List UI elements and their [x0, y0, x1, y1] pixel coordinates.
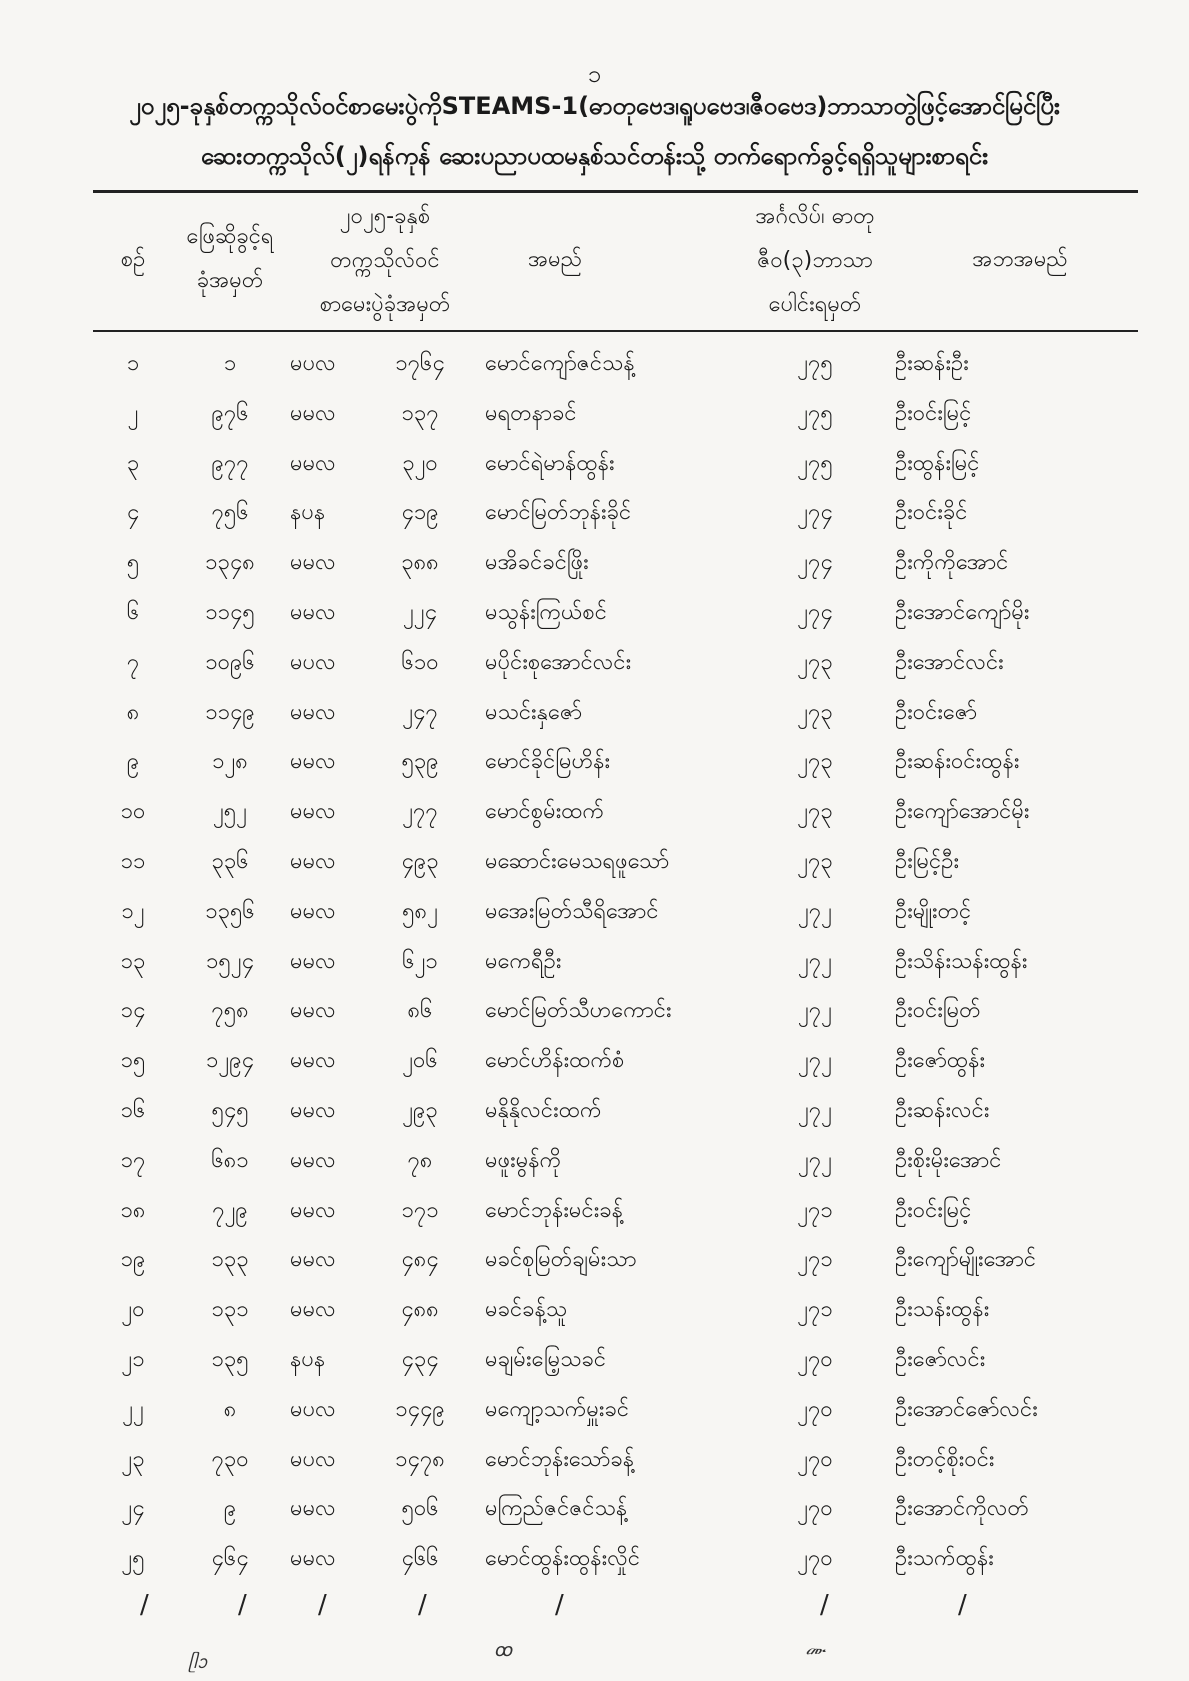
cell-father: ဦးအောင်ဇော်လင်း [895, 1396, 1038, 1422]
footer-slash-mark: / [555, 1590, 564, 1620]
cell-marks: ၂၇၂ [798, 1098, 832, 1123]
table-top-rule [93, 190, 1138, 193]
cell-marks: ၂၇၃ [797, 849, 833, 874]
cell-father: ဦးဆန်းလင်း [895, 1098, 990, 1123]
cell-reg-no: ၂၄၇ [402, 699, 438, 725]
table-row [0, 1187, 1189, 1235]
cell-reg-prefix: မမလ [290, 699, 336, 725]
cell-reg-no: ၂၉၃ [402, 1098, 438, 1123]
table-row [0, 1236, 1189, 1284]
cell-app: ၁၂၉၄ [206, 1048, 254, 1074]
cell-no: ၇ [126, 649, 140, 675]
header-total-marks: အင်္ဂလိပ်၊ ဓာတု ဇီဝ(၃)ဘာသာ ပေါင်းရမှတ် [755, 204, 875, 317]
cell-no: ၁၆ [120, 1098, 146, 1123]
cell-reg-no: ၁၃၇ [401, 400, 439, 426]
cell-app: ၁ [223, 351, 237, 376]
cell-reg-no: ၃၈၈ [401, 550, 439, 576]
cell-app: ၉၇၇ [211, 450, 249, 476]
cell-no: ၂၁ [121, 1347, 145, 1372]
cell-app: ၇၂၉ [212, 1197, 248, 1223]
cell-reg-prefix: မမလ [290, 400, 336, 426]
cell-no: ၁၁ [120, 849, 146, 874]
table-row [0, 1485, 1189, 1533]
cell-name: မသွန်းကြယ်စင် [485, 600, 607, 625]
table-row [0, 1087, 1189, 1135]
cell-father: ဦးဇော်လင်း [895, 1347, 986, 1372]
table-row [0, 788, 1189, 836]
table-row [0, 440, 1189, 488]
footer-slash-mark: / [318, 1590, 327, 1620]
footer-slash-mark: / [238, 1590, 247, 1620]
cell-reg-prefix: နပန [290, 500, 326, 526]
cell-name: မဆောင်းမေသရဖူသော် [485, 849, 670, 874]
cell-marks: ၂၇၃ [797, 749, 833, 775]
cell-marks: ၂၇၃ [797, 699, 833, 725]
cell-no: ၉ [126, 749, 140, 775]
cell-app: ၃၃၆ [211, 849, 249, 874]
table-row [0, 1386, 1189, 1434]
cell-marks: ၂၇၁ [797, 1297, 833, 1323]
cell-reg-prefix: မမလ [290, 1496, 336, 1522]
cell-reg-no: ၄၁၉ [401, 500, 439, 526]
cell-app: ၁၃၄၈ [205, 550, 255, 576]
cell-reg-prefix: နပန [290, 1347, 326, 1372]
cell-marks: ၂၇၀ [797, 1546, 833, 1572]
cell-marks: ၂၇၃ [797, 649, 833, 675]
cell-marks: ၂၇၂ [798, 1147, 832, 1173]
cell-no: ၄ [126, 500, 140, 526]
cell-name: မအေးမြတ်သီရိအောင် [485, 898, 659, 924]
cell-father: ဦးသန်းထွန်း [895, 1297, 990, 1323]
footer-slash-mark: / [418, 1590, 427, 1620]
cell-app: ၅၄၅ [211, 1098, 249, 1123]
cell-app: ၁၃၅၆ [205, 898, 255, 924]
table-row [0, 738, 1189, 786]
cell-name: မနိုနိုလင်းထက် [485, 1098, 602, 1123]
cell-no: ၁ [126, 351, 140, 376]
cell-reg-no: ၄၈၄ [401, 1247, 439, 1273]
cell-app: ၇၅၈ [211, 998, 249, 1024]
cell-app: ၆၈၁ [211, 1147, 249, 1173]
cell-father: ဦးထွန်းမြင့် [895, 450, 980, 476]
cell-name: မချမ်းမြေ့သခင် [485, 1347, 607, 1372]
cell-no: ၁၇ [120, 1147, 146, 1173]
page-number: ၁ [587, 60, 602, 88]
cell-reg-no: ၄၃၄ [401, 1347, 439, 1372]
cell-app: ၇၅၆ [211, 500, 249, 526]
cell-reg-prefix: မမလ [290, 550, 336, 576]
cell-reg-no: ၄၉၃ [401, 849, 439, 874]
cell-name: မကျော့သက်မှူးခင် [485, 1396, 630, 1422]
cell-reg-prefix: မမလ [290, 1297, 336, 1323]
header-father-name: အဘအမည် [972, 247, 1068, 272]
cell-marks: ၂၇၀ [797, 1396, 833, 1422]
cell-reg-prefix: မမလ [290, 799, 336, 825]
cell-father: ဦးဝင်းမြတ် [895, 998, 981, 1024]
cell-reg-prefix: မပလ [290, 649, 336, 675]
cell-marks: ၂၇၁ [797, 1247, 833, 1273]
cell-marks: ၂၇၀ [797, 1446, 833, 1472]
table-row [0, 539, 1189, 587]
cell-marks: ၂၇၂ [798, 1048, 832, 1074]
cell-app: ၁၅၂၄ [206, 948, 254, 974]
cell-reg-no: ၂၂၄ [403, 600, 437, 625]
signature: ᥫᩣ [188, 1652, 208, 1673]
cell-reg-prefix: မပလ [290, 1446, 336, 1472]
table-row [0, 1137, 1189, 1185]
table-row [0, 1436, 1189, 1484]
cell-name: မကေရီဦး [485, 948, 562, 974]
cell-reg-no: ၁၄၇၈ [395, 1446, 445, 1472]
cell-name: မအိခင်ခင်ဖြိုး [485, 550, 589, 576]
cell-app: ၉၇၆ [211, 400, 249, 426]
cell-app: ၈ [223, 1396, 237, 1422]
signature: ꝏ [495, 1640, 514, 1661]
cell-father: ဦးဆန်းဦး [895, 351, 969, 376]
cell-father: ဦးသက်ထွန်း [895, 1546, 994, 1572]
cell-no: ၆ [126, 600, 140, 625]
cell-father: ဦးဝင်းမြင့် [895, 400, 972, 426]
table-row [0, 489, 1189, 537]
cell-reg-prefix: မမလ [290, 1197, 336, 1223]
cell-reg-no: ၇၈ [407, 1147, 433, 1173]
header-app-seat-no: ဖြေဆိုခွင့်ရ ခုံအမှတ် [186, 224, 274, 293]
cell-reg-prefix: မမလ [290, 1546, 336, 1572]
cell-father: ဦးဝင်းဇော် [895, 699, 978, 725]
cell-father: ဦးမျိုးတင့် [895, 898, 972, 924]
cell-name: မောင်ခိုင်မြဟိန်း [485, 749, 611, 775]
cell-app: ၁၃၃ [211, 1247, 249, 1273]
cell-father: ဦးဝင်းခိုင် [895, 500, 968, 526]
cell-father: ဦးအောင်ကိုလတ် [895, 1496, 1029, 1522]
cell-marks: ၂၇၀ [797, 1496, 833, 1522]
cell-name: မောင်ဟိန်းထက်စံ [485, 1048, 625, 1074]
cell-marks: ၂၇၁ [797, 1197, 833, 1223]
cell-name: မရတနာခင် [485, 400, 577, 426]
cell-reg-no: ၆၂၁ [402, 948, 438, 974]
cell-father: ဦးဝင်းမြင့် [895, 1197, 972, 1223]
table-row [0, 938, 1189, 986]
cell-reg-no: ၂၀၆ [402, 1048, 438, 1074]
cell-reg-prefix: မပလ [290, 351, 336, 376]
cell-reg-prefix: မမလ [290, 849, 336, 874]
cell-father: ဦးဆန်းဝင်းထွန်း [895, 749, 1020, 775]
cell-name: မောင်ရဲမာန်ထွန်း [485, 450, 615, 476]
table-row [0, 390, 1189, 438]
table-row [0, 1336, 1189, 1384]
cell-no: ၂၃ [121, 1446, 145, 1472]
table-row [0, 1037, 1189, 1085]
footer-slash-mark: / [958, 1590, 967, 1620]
table-row [0, 639, 1189, 687]
cell-name: မသင်းနှဇော် [485, 699, 583, 725]
cell-reg-prefix: မမလ [290, 998, 336, 1024]
cell-marks: ၂၇၄ [797, 500, 833, 526]
cell-father: ဦးကိုကိုအောင် [895, 550, 1009, 576]
document-title-line-1: ၂၀၂၅-ခုနှစ်တက္ကသိုလ်ဝင်စာမေးပွဲကိုSTEAMS-1(ဓာတုဗေဒ၊ရူပဗေဒ၊ဇီဝဗေဒ)ဘာသာတွဲဖြင့်အောင်မြင်ပြီး [128, 92, 1060, 120]
cell-reg-no: ၅၀၆ [401, 1496, 439, 1522]
cell-father: ဦးအောင်ကျော်မိုး [895, 600, 1030, 625]
cell-reg-no: ၆၁၀ [401, 649, 439, 675]
cell-marks: ၂၇၃ [797, 799, 833, 825]
cell-app: ၇၃၀ [211, 1446, 249, 1472]
cell-reg-prefix: မမလ [290, 600, 336, 625]
cell-no: ၈ [126, 699, 140, 725]
cell-reg-prefix: မမလ [290, 1147, 336, 1173]
cell-reg-no: ၁၄၄၉ [395, 1396, 445, 1422]
cell-name: မခင်ခန့်သူ [485, 1297, 568, 1323]
cell-app: ၁၁၄၉ [205, 699, 255, 725]
cell-no: ၁၃ [120, 948, 146, 974]
table-row [0, 987, 1189, 1035]
cell-father: ဦးတင့်စိုးဝင်း [895, 1446, 995, 1472]
cell-app: ၂၅၂ [213, 799, 247, 825]
cell-marks: ၂၇၅ [797, 351, 833, 376]
cell-marks: ၂၇၂ [798, 998, 832, 1024]
cell-app: ၉ [223, 1496, 237, 1522]
cell-reg-no: ၄၈၈ [401, 1297, 439, 1323]
cell-name: မောင်ကျော်ဇင်သန့် [485, 351, 635, 376]
cell-marks: ၂၇၅ [797, 450, 833, 476]
cell-no: ၁၉ [120, 1247, 146, 1273]
cell-name: မောင်ဘုန်းသော်ခန့် [485, 1446, 635, 1472]
header-name: အမည် [527, 247, 583, 272]
cell-reg-no: ၁၇၁ [401, 1197, 439, 1223]
header-serial-no: စဉ် [120, 247, 146, 272]
cell-reg-prefix: မမလ [290, 749, 336, 775]
cell-reg-prefix: မမလ [290, 1048, 336, 1074]
signature: ሙ [805, 1640, 825, 1661]
cell-name: မခင်စုမြတ်ချမ်းသာ [485, 1247, 637, 1273]
cell-name: မောင်စွမ်းထက် [485, 799, 605, 825]
cell-marks: ၂၇၀ [797, 1347, 833, 1372]
cell-no: ၂၂ [122, 1396, 144, 1422]
cell-name: မပိုင်းစုအောင်လင်း [485, 649, 632, 675]
cell-father: ဦးအောင်လင်း [895, 649, 1004, 675]
cell-marks: ၂၇၅ [797, 400, 833, 426]
table-row [0, 1535, 1189, 1583]
cell-app: ၁၃၁ [211, 1297, 249, 1323]
cell-name: မောင်မြတ်သီဟကောင်း [485, 998, 672, 1024]
cell-name: မောင်မြတ်ဘုန်းခိုင် [485, 500, 632, 526]
cell-app: ၁၁၄၅ [205, 600, 255, 625]
cell-father: ဦးစိုးမိုးအောင် [895, 1147, 1002, 1173]
cell-reg-no: ၂၇၇ [402, 799, 438, 825]
cell-reg-prefix: မမလ [290, 450, 336, 476]
cell-no: ၂၀ [121, 1297, 145, 1323]
footer-slash-mark: / [140, 1590, 149, 1620]
cell-reg-no: ၃၂၀ [402, 450, 438, 476]
cell-reg-no: ၈၆ [407, 998, 433, 1024]
cell-reg-prefix: မမလ [290, 1247, 336, 1273]
document-title-line-2: ဆေးတက္ကသိုလ်(၂)ရန်ကုန် ဆေးပညာပထမနှစ်သင်တန်းသို့ တက်ရောက်ခွင့်ရရှိသူများစာရင်း [200, 142, 989, 170]
cell-app: ၁၂၈ [212, 749, 248, 775]
table-row [0, 1286, 1189, 1334]
cell-marks: ၂၇၂ [798, 898, 832, 924]
cell-father: ဦးကျော်မျိုးအောင် [895, 1247, 1037, 1273]
cell-no: ၁၀ [120, 799, 146, 825]
cell-app: ၁၀၉၆ [205, 649, 255, 675]
table-row [0, 838, 1189, 886]
cell-reg-prefix: မပလ [290, 1396, 336, 1422]
cell-father: ဦးကျော်အောင်မိုး [895, 799, 1030, 825]
table-row [0, 340, 1189, 388]
cell-no: ၂၅ [121, 1546, 145, 1572]
cell-reg-no: ၄၆၆ [401, 1546, 439, 1572]
cell-no: ၂ [127, 400, 139, 426]
cell-reg-prefix: မမလ [290, 948, 336, 974]
cell-reg-prefix: မမလ [290, 898, 336, 924]
cell-no: ၁၄ [120, 998, 146, 1024]
cell-reg-no: ၅၃၉ [401, 749, 439, 775]
cell-marks: ၂၇၄ [797, 600, 833, 625]
cell-name: မဖူးမွန်ကို [485, 1147, 562, 1173]
cell-father: ဦးသိန်းသန်းထွန်း [895, 948, 1028, 974]
cell-father: ဦးဇော်ထွန်း [895, 1048, 986, 1074]
cell-app: ၄၆၄ [211, 1546, 249, 1572]
header-exam-reg-no: ၂၀၂၅-ခုနှစ် တက္ကသိုလ်ဝင် စာမေးပွဲခုံအမှတ် [319, 204, 451, 317]
cell-reg-no: ၅၈၂ [402, 898, 438, 924]
cell-no: ၂၄ [121, 1496, 145, 1522]
cell-reg-no: ၁၇၆၄ [395, 351, 445, 376]
table-row [0, 589, 1189, 637]
table-row [0, 689, 1189, 737]
cell-marks: ၂၇၄ [797, 550, 833, 576]
footer-slash-mark: / [820, 1590, 829, 1620]
cell-marks: ၂၇၂ [798, 948, 832, 974]
cell-name: မကြည်ဇင်ဇင်သန့် [485, 1496, 628, 1522]
cell-no: ၁၅ [120, 1048, 146, 1074]
header-bottom-rule [93, 330, 1138, 332]
cell-no: ၅ [126, 550, 140, 576]
cell-no: ၁၈ [120, 1197, 146, 1223]
cell-no: ၃ [126, 450, 140, 476]
cell-reg-prefix: မမလ [290, 1098, 336, 1123]
cell-no: ၁၂ [121, 898, 145, 924]
cell-name: မောင်ဘုန်းမင်းခန့် [485, 1197, 624, 1223]
table-row [0, 888, 1189, 936]
cell-name: မောင်ထွန်းထွန်းလှိုင် [485, 1546, 641, 1572]
cell-father: ဦးမြင့်ဦး [895, 849, 960, 874]
cell-app: ၁၃၅ [211, 1347, 249, 1372]
